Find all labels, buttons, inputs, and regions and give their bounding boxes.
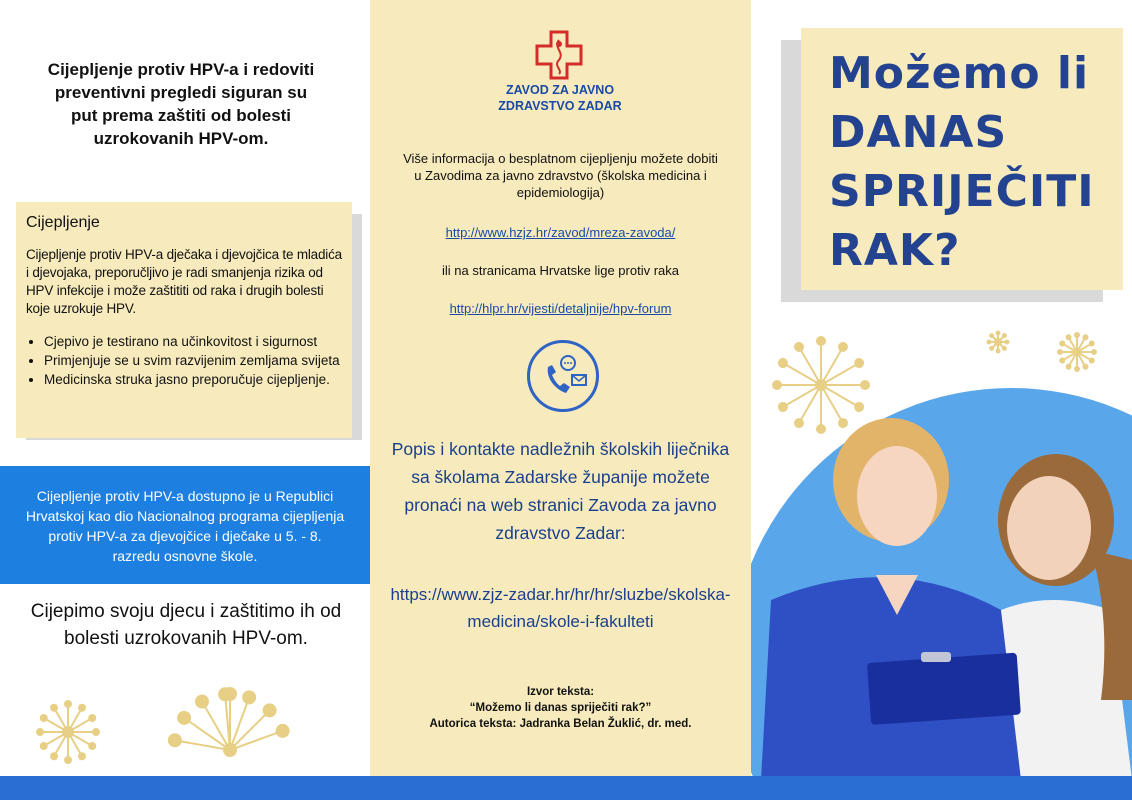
school-doctors-text: Popis i kontakte nadležnih školskih liječnika sa školama Zadarske županije možete pronaći na web stranici Zavoda za javno zdravstvo Zadar: [391,439,730,543]
call-to-action: Cijepimo svoju djecu i zaštitimo ih od bolesti uzrokovanih HPV-om. [30,601,342,649]
decorative-dandelion-icon [20,680,360,780]
right-panel [751,0,1132,800]
nurse-and-patient-photo [751,400,1132,780]
info-text: Više informacija o besplatnom cijepljenju možete dobiti u Zavodima za javno zdravstvo (školska medicina i epidemiologija) [403,151,718,200]
medical-cross-logo-icon [535,30,583,80]
list-item: • Primjenjuje se u svim razvijenim zemljama svijeta [44,351,342,370]
hlpr-link[interactable]: http://hlpr.hr/vijesti/detaljnije/hpv-forum [449,301,672,316]
title-line: RAK? [829,225,961,276]
title-line: DANAS [829,107,1008,158]
contact-icon [527,340,599,412]
league-text: ili na stranicama Hrvatske lige protiv raka [442,263,679,278]
bottom-bar [0,776,1132,800]
vaccination-card [16,202,352,438]
left-panel [0,0,370,800]
title-line: SPRIJEČITI [829,166,1095,217]
institution-name: ZAVOD ZA JAVNO ZDRAVSTVO ZADAR [498,83,622,113]
intro-text: Cijepljenje protiv HPV-a i redoviti preventivni pregledi siguran su put prema zaštiti od bolesti uzrokovanih HPV-om. [47,60,315,148]
availability-box: Cijepljenje protiv HPV-a dostupno je u Republici Hrvatskoj kao dio Nacionalnog programa cijepljenja protiv HPV-a za djevojčice i dječake u 5. - 8. razredu osnovne škole. [0,466,370,584]
title-line: Možemo li [829,48,1090,99]
zjz-url[interactable]: https://www.zjz-zadar.hr/hr/hr/sluzbe/skolska-medicina/skole-i-fakulteti [390,585,731,631]
source-credit: Izvor teksta: “Možemo li danas spriječiti rak?” Autorica teksta: Jadranka Belan Žuklić, dr. med. [429,686,692,730]
card-paragraph: Cijepljenje protiv HPV-a dječaka i djevojčica te mladića i djevojaka, preporučljivo je radi smanjenja rizika od HPV infekcije i može zaštititi od raka i drugih bolesti koje uzrokuje HPV. [26,247,342,316]
middle-panel [370,0,751,800]
main-title [801,28,1123,290]
hzjz-link[interactable]: http://www.hzjz.hr/zavod/mreza-zavoda/ [445,225,676,240]
card-bullet-list [26,332,342,389]
list-item: • Medicinska struka jasno preporučuje cijepljenje. [44,370,342,389]
list-item: • Cjepivo je testirano na učinkovitost i sigurnost [44,332,342,351]
card-heading: Cijepljenje [26,214,100,231]
